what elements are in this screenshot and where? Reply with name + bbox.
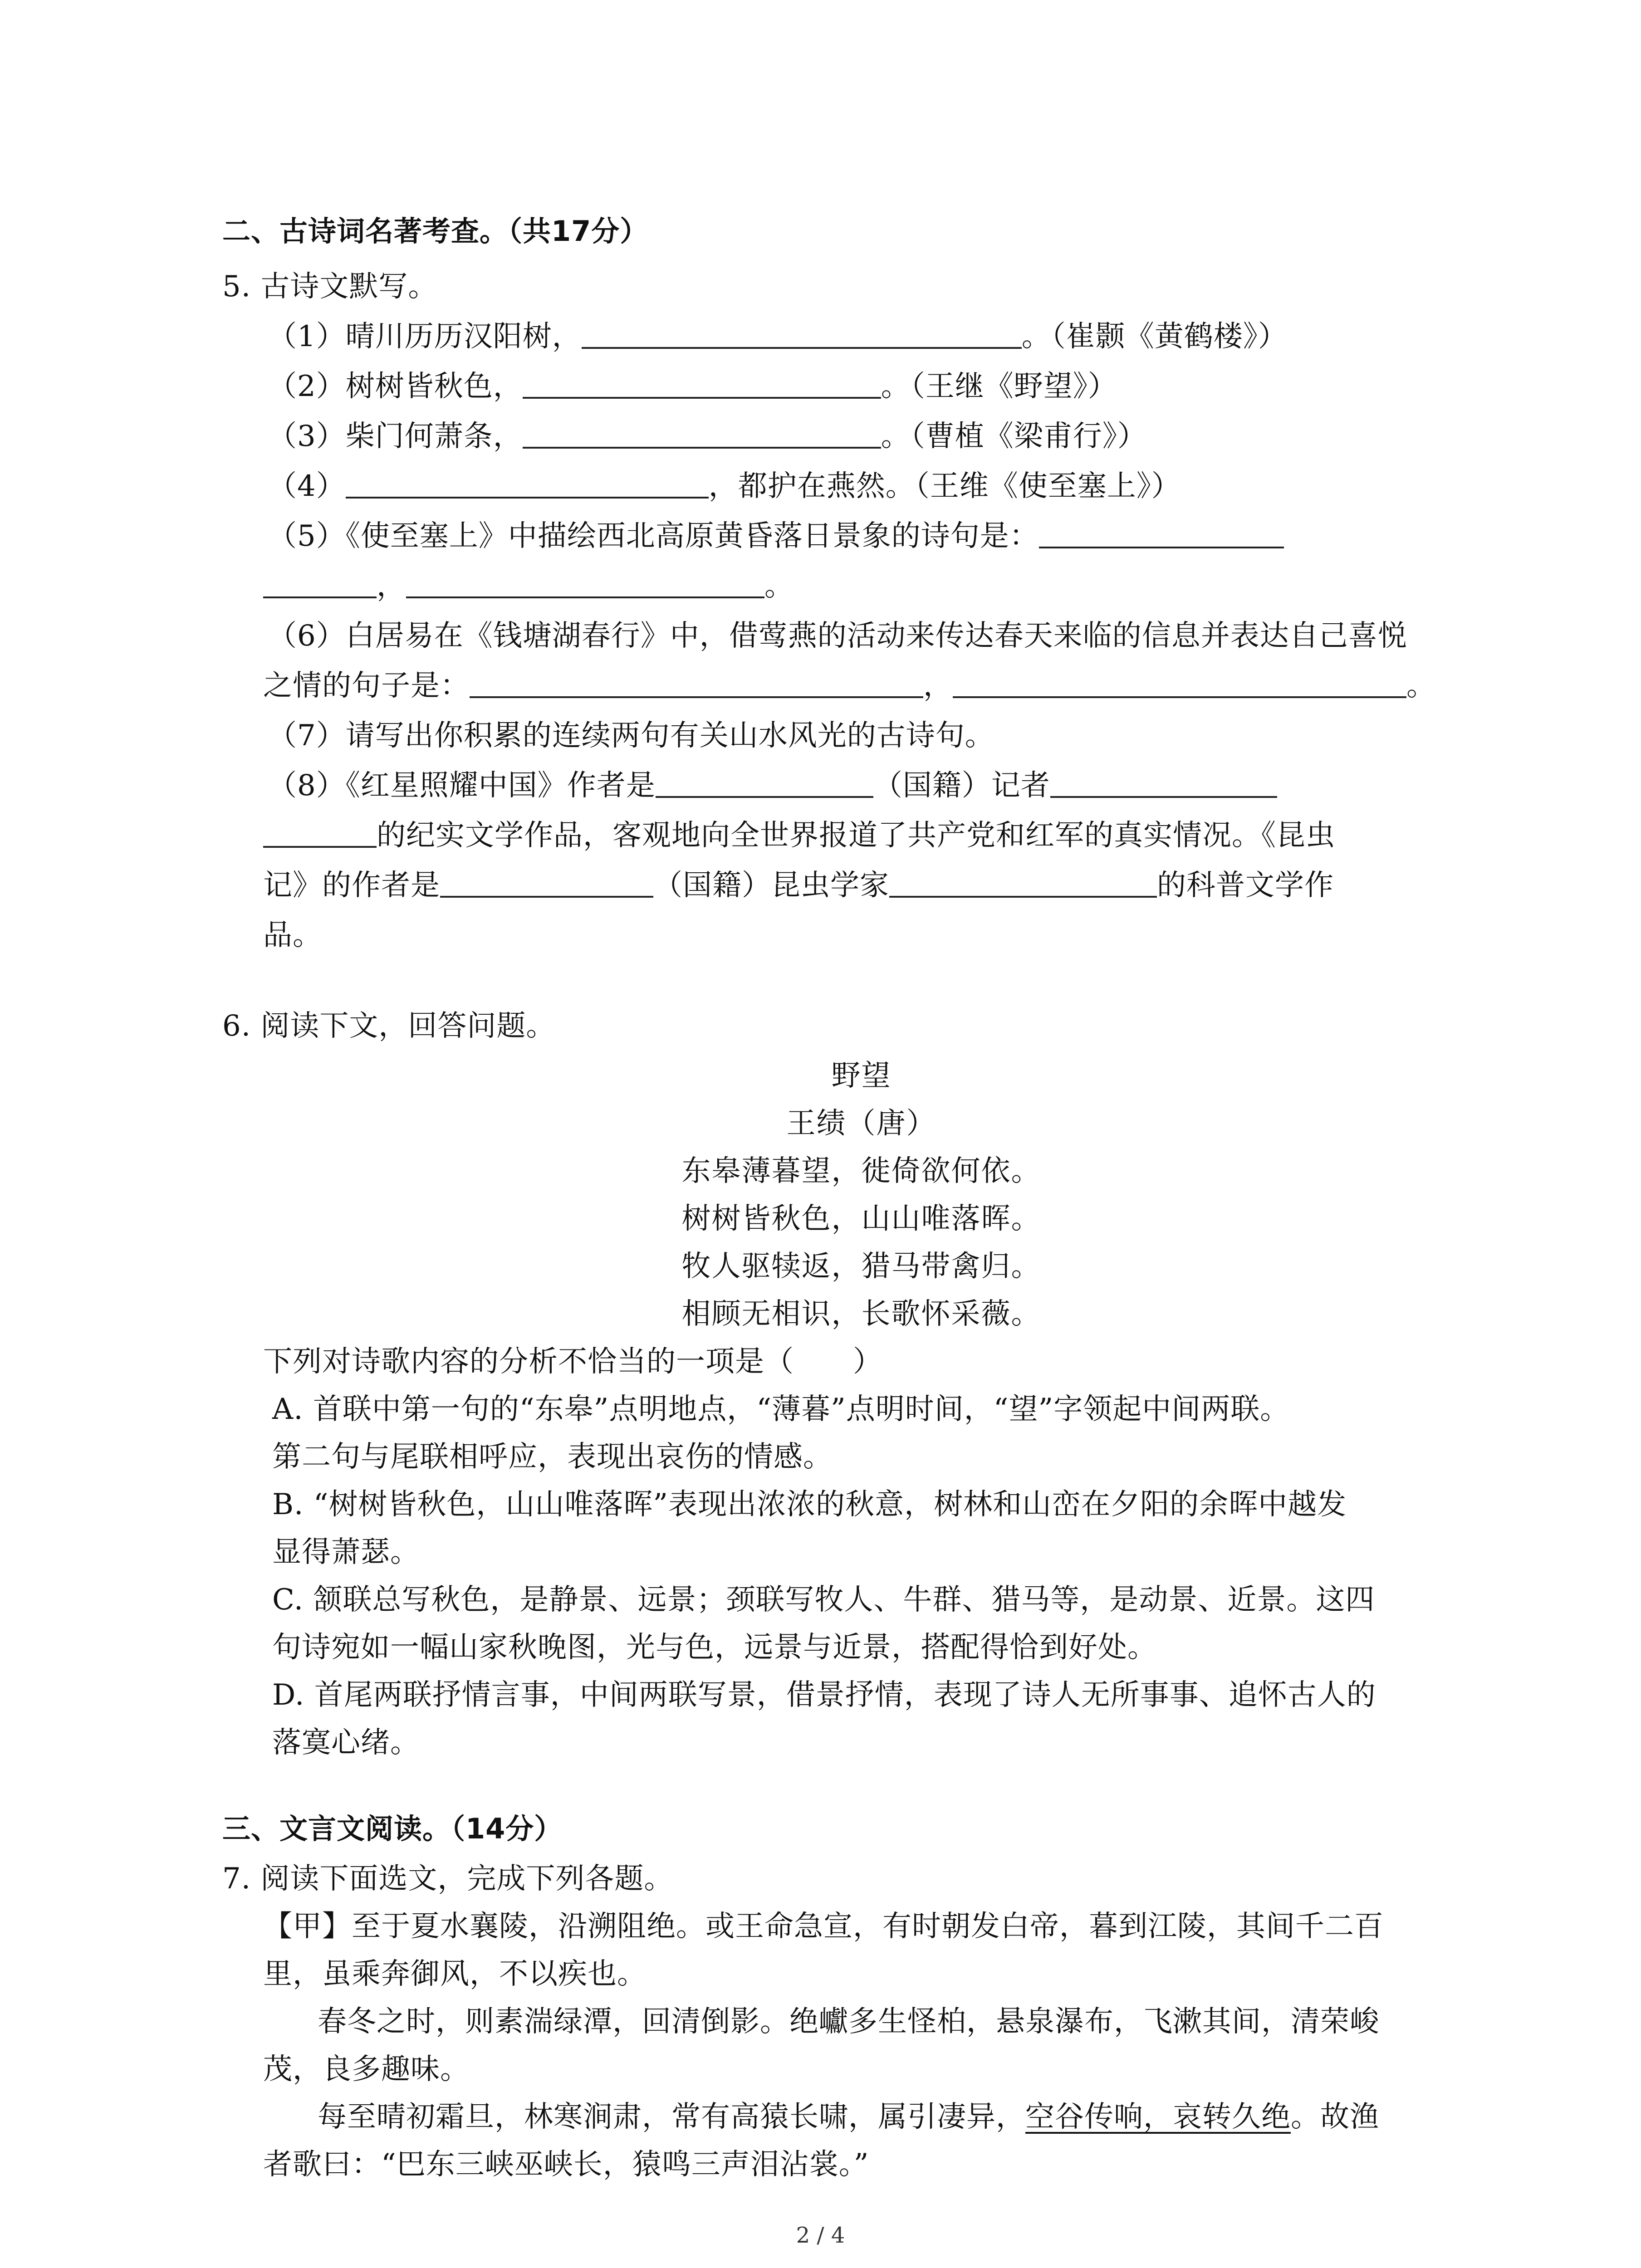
q5-item-6: （6）白居易在《钱塘湖春行》中，借莺燕的活动来传达春天来临的信息并表达自己喜悦 (268, 619, 1407, 653)
q5-item-8-cont3: 品。 (263, 919, 322, 952)
poem-line: 相顾无相识，长歌怀采薇。 (681, 1297, 1041, 1331)
answer-blank[interactable] (440, 869, 653, 898)
q5-item-4: （4） ，都护在燕然。（王维《使至塞上》） (268, 469, 1181, 503)
passage-line: 春冬之时，则素湍绿潭，回清倒影。绝巘多生怪柏，悬泉瀑布，飞漱其间，清荣峻 (318, 2005, 1379, 2038)
answer-blank[interactable] (263, 569, 377, 598)
answer-blank[interactable] (889, 869, 1157, 898)
option-d-cont: 落寞心绪。 (272, 1726, 420, 1760)
answer-blank[interactable] (582, 320, 1022, 349)
answer-blank[interactable] (406, 569, 764, 598)
q5-item-5: （5）《使至塞上》中描绘西北高原黄昏落日景象的诗句是： (268, 517, 1284, 555)
answer-blank[interactable] (953, 669, 1406, 698)
poem-author: 王绩（唐） (786, 1107, 936, 1140)
passage-line: 每至晴初霜旦，林寒涧肃，常有高猿长啸，属引凄异，空谷传响，哀转久绝。故渔 (318, 2100, 1379, 2134)
answer-blank[interactable] (346, 469, 709, 499)
q6-question: 下列对诗歌内容的分析不恰当的一项是（ ） (263, 1345, 882, 1378)
q5-item-8: （8）《红星照耀中国》作者是 （国籍）记者 (268, 767, 1277, 805)
q5-item-8-cont: 的纪实文学作品，客观地向全世界报道了共产党和红军的真实情况。《昆虫 (263, 816, 1335, 855)
passage-line: 【甲】至于夏水襄陵，沿溯阻绝。或王命急宣，有时朝发白帝，暮到江陵，其间千二百 (263, 1910, 1384, 1943)
option-d[interactable]: D. 首尾两联抒情言事，中间两联写景，借景抒情，表现了诗人无所事事、追怀古人的 (272, 1678, 1376, 1712)
q5-item-2: （2）树树皆秋色， 。（王继《野望》） (268, 370, 1117, 403)
poem-title: 野望 (831, 1059, 892, 1093)
section-3-title: 三、文言文阅读。（14分） (222, 1812, 563, 1845)
passage-line: 里，虽乘奔御风，不以疾也。 (263, 1957, 647, 1991)
underlined-phrase: 空谷传响，哀转久绝 (1025, 2100, 1291, 2134)
section-2-title: 二、古诗词名著考查。（共17分） (222, 215, 649, 248)
q5-item-6-cont: 之情的句子是： ， 。 (263, 669, 1436, 703)
option-c-cont: 句诗宛如一幅山家秋晚图，光与色，远景与近景，搭配得恰到好处。 (272, 1631, 1157, 1664)
q7-stem: 7. 阅读下面选文，完成下列各题。 (222, 1862, 674, 1896)
q6-stem: 6. 阅读下文，回答问题。 (222, 1009, 556, 1043)
answer-blank[interactable] (1050, 769, 1277, 798)
answer-blank[interactable] (523, 420, 881, 449)
option-a-cont: 第二句与尾联相呼应，表现出哀伤的情感。 (272, 1440, 833, 1474)
q5-item-8-cont2: 记》的作者是 （国籍）昆虫学家 的科普文学作 (263, 869, 1334, 902)
option-b[interactable]: B. “树树皆秋色，山山唯落晖”表现出浓浓的秋意，树林和山峦在夕阳的余晖中越发 (272, 1488, 1347, 1521)
page-number: 2 / 4 (796, 2223, 845, 2248)
answer-blank[interactable] (656, 769, 873, 798)
poem-line: 树树皆秋色，山山唯落晖。 (681, 1202, 1041, 1236)
answer-blank[interactable] (523, 370, 881, 399)
q5-stem: 5. 古诗文默写。 (222, 270, 438, 303)
answer-blank[interactable] (263, 819, 377, 848)
passage-line: 者歌曰：“巴东三峡巫峡长，猿鸣三声泪沾裳。” (263, 2148, 869, 2181)
option-b-cont: 显得萧瑟。 (272, 1535, 420, 1569)
option-c[interactable]: C. 颔联总写秋色，是静景、远景；颈联写牧人、牛群、猎马等，是动景、近景。这四 (272, 1583, 1375, 1617)
q5-item-7: （7）请写出你积累的连续两句有关山水风光的古诗句。 (268, 719, 994, 753)
poem-line: 牧人驱犊返，猎马带禽归。 (681, 1250, 1041, 1283)
q5-item-5-cont: ， 。 (263, 567, 794, 605)
option-a[interactable]: A. 首联中第一句的“东皋”点明地点，“薄暮”点明时间，“望”字领起中间两联。 (272, 1393, 1290, 1426)
q5-item-1: （1）晴川历历汉阳树， 。（崔颢《黄鹤楼》） (268, 320, 1288, 353)
poem-line: 东皋薄暮望，徙倚欲何依。 (681, 1154, 1041, 1188)
passage-line: 茂，良多趣味。 (263, 2053, 470, 2086)
answer-blank[interactable] (470, 669, 923, 698)
answer-blank[interactable] (1039, 519, 1284, 548)
q5-item-3: （3）柴门何萧条， 。（曹植《梁甫行》） (268, 420, 1147, 453)
